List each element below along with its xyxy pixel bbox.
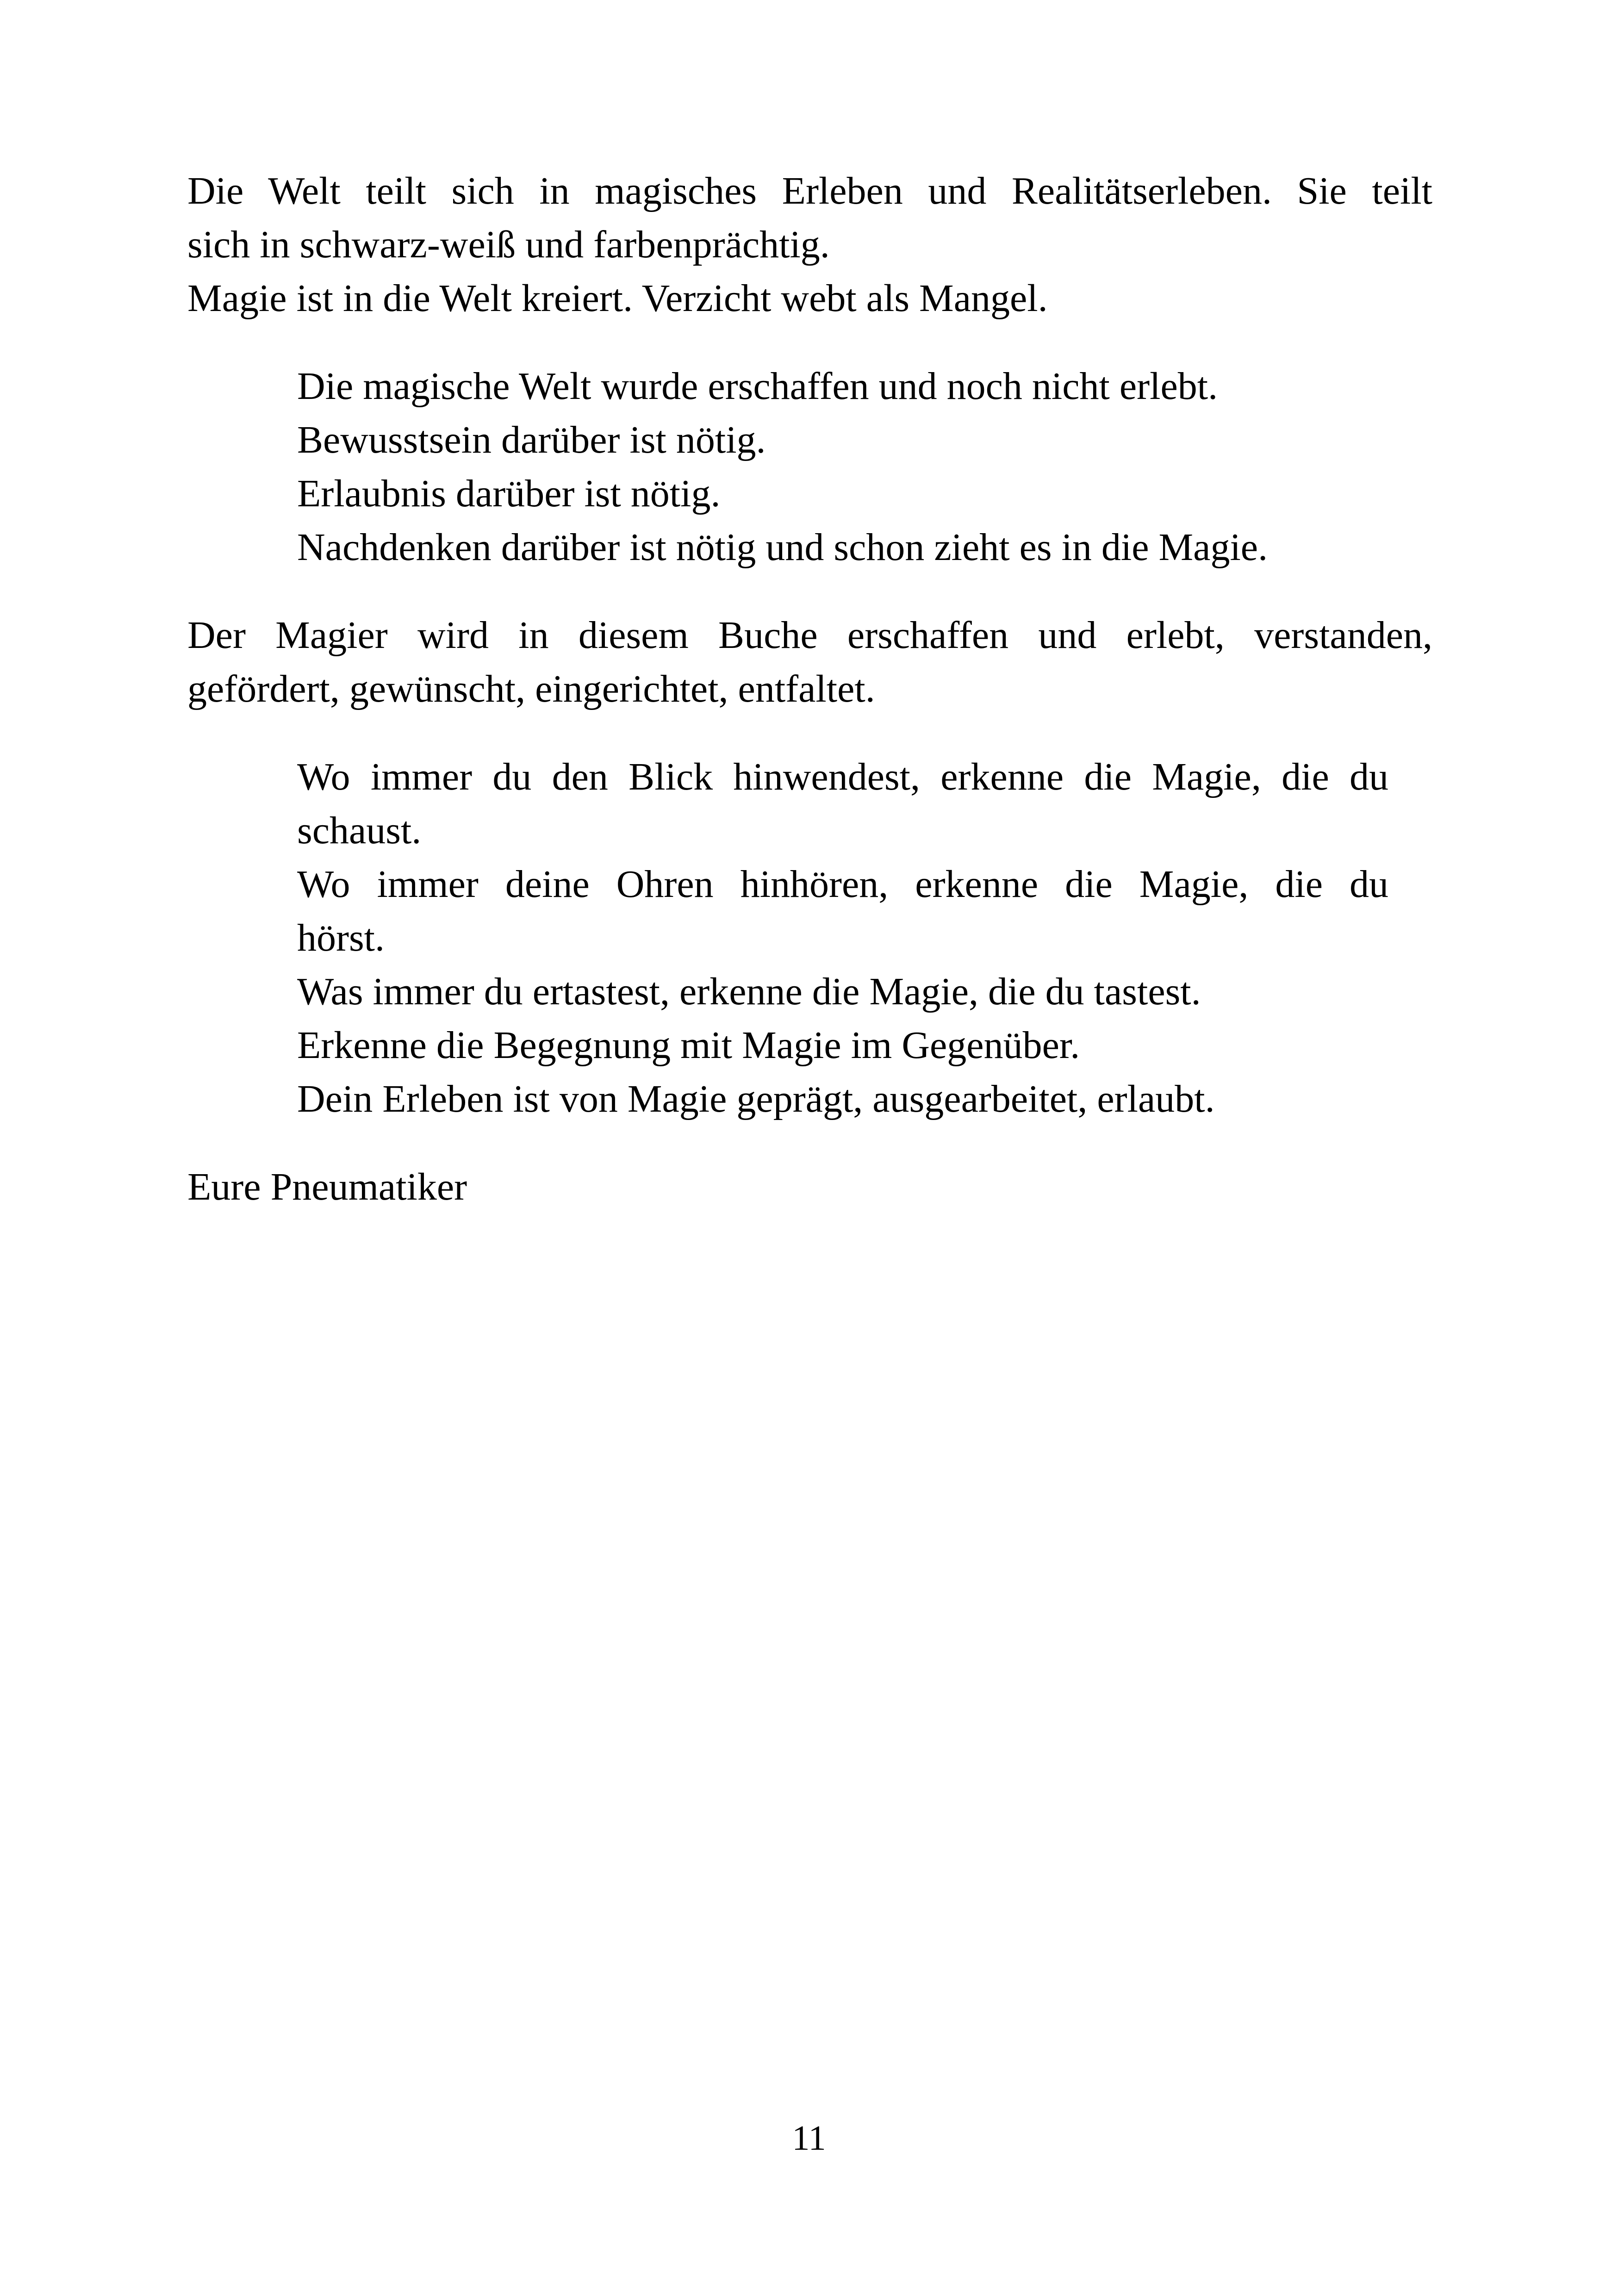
text-line: gefördert, gewünscht, eingerichtet, entfaltet. bbox=[187, 667, 875, 710]
paragraph-intro bbox=[187, 164, 1432, 325]
stanza-line: Wo immer du den Blick hinwendest, erkenne die Magie, die du bbox=[297, 755, 1388, 798]
stanza-line: Erlaubnis darüber ist nötig. bbox=[297, 472, 721, 515]
stanza-line: hörst. bbox=[297, 916, 385, 959]
signature-text: Eure Pneumatiker bbox=[187, 1165, 467, 1208]
stanza-line: schaust. bbox=[297, 809, 422, 852]
paragraph-magier bbox=[187, 609, 1432, 716]
stanza-two bbox=[297, 750, 1388, 1126]
text-line: Die Welt teilt sich in magisches Erleben und Realitätserleben. Sie teilt bbox=[187, 169, 1432, 212]
text-line: Der Magier wird in diesem Buche erschaffen und erlebt, verstanden, bbox=[187, 614, 1432, 657]
text-line: Magie ist in die Welt kreiert. Verzicht webt als Mangel. bbox=[187, 277, 1048, 320]
signature bbox=[187, 1160, 1432, 1214]
body-text bbox=[187, 164, 1432, 1214]
text-line: sich in schwarz-weiß und farbenprächtig. bbox=[187, 223, 830, 266]
stanza-line: Dein Erleben ist von Magie geprägt, ausgearbeitet, erlaubt. bbox=[297, 1077, 1215, 1120]
stanza-line: Bewusstsein darüber ist nötig. bbox=[297, 418, 766, 461]
stanza-line: Wo immer deine Ohren hinhören, erkenne die Magie, die du bbox=[297, 863, 1388, 906]
stanza-one bbox=[297, 360, 1388, 574]
page-number: 11 bbox=[792, 2119, 826, 2158]
stanza-line: Was immer du ertastest, erkenne die Magie, die du tastest. bbox=[297, 970, 1201, 1013]
stanza-line: Nachdenken darüber ist nötig und schon zieht es in die Magie. bbox=[297, 526, 1268, 569]
stanza-line: Die magische Welt wurde erschaffen und noch nicht erlebt. bbox=[297, 365, 1218, 408]
stanza-line: Erkenne die Begegnung mit Magie im Gegenüber. bbox=[297, 1024, 1080, 1067]
